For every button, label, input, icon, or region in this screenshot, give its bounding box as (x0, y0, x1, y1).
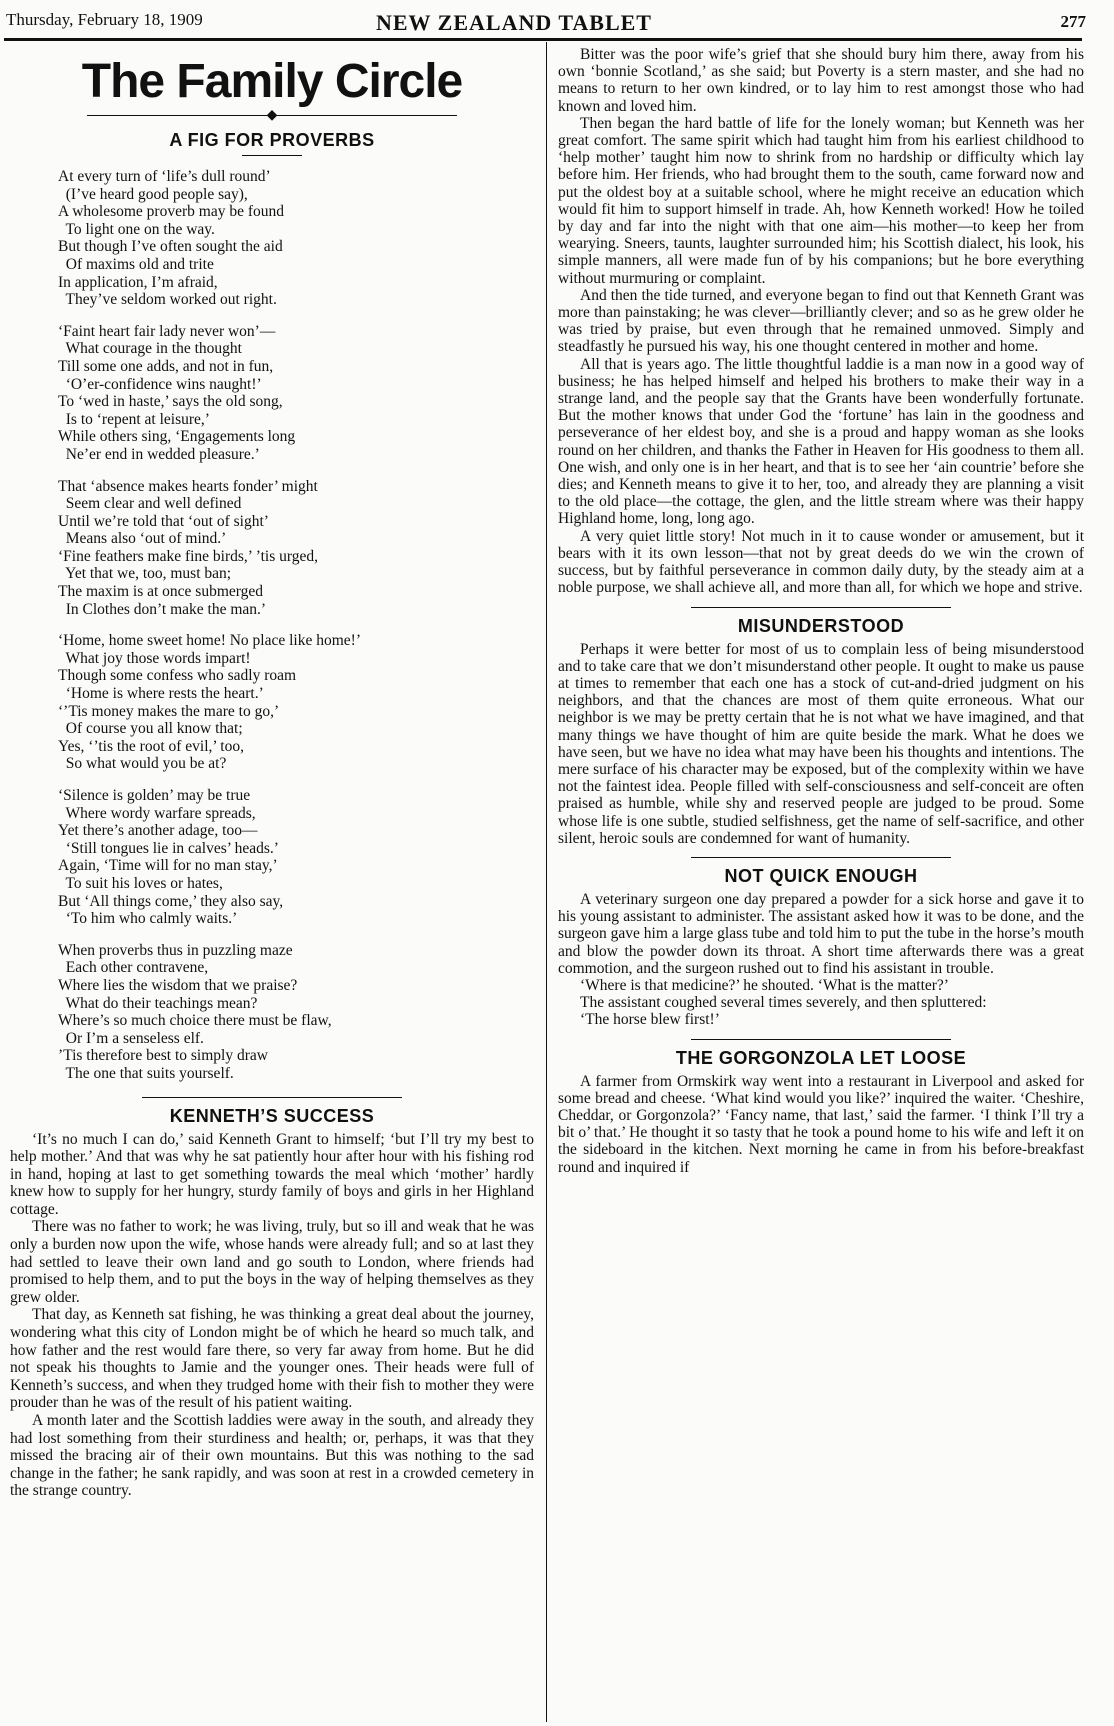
poem-line: The maxim is at once submerged (58, 583, 264, 601)
paragraph: And then the tide turned, and everyone began to find out that Kenneth Grant was more than painstaking; he was clever—brilliantly clever; and so as he grew older he was tried by praise, but even through that he remained unmoved. Simply and steadfastly he pursued his way, his one thought centered in mother and home. (558, 286, 1084, 356)
kenneth-article-part2 (558, 46, 1084, 597)
poem-line: To suit his loves or hates, (58, 874, 223, 892)
poem-line: ’Tis therefore best to simply draw (58, 1047, 268, 1065)
poem-line: Ne’er end in wedded pleasure.’ (58, 445, 260, 463)
poem-stanza (58, 942, 534, 1083)
poem-line: The one that suits yourself. (58, 1064, 234, 1082)
poem-line: A wholesome proverb may be found (58, 203, 284, 221)
paragraph: A farmer from Ormskirk way went into a restaurant in Liverpool and asked for some bread and cheese. ‘What kind would you like?’ inquired the waiter. ‘Cheshire, Cheddar, or Gorgonzola?’ ‘Fancy name, that last,’ said the farmer. ‘I think I’ll try a bit o’ that.’ He thought it so tasty that he took a pound home to his wife and left it on the sideboard in the kitchen. Next morning he came in from his before-breakfast round and inquired if (558, 1072, 1084, 1176)
poem-stanza (58, 787, 534, 928)
poem-line: Of course you all know that; (58, 720, 243, 738)
poem-line: Is to ‘repent at leisure,’ (58, 410, 210, 428)
paragraph: Then began the hard battle of life for the lonely woman; but Kenneth was her great comfort. The same spirit which had taught him from his earliest childhood to ‘help mother’ taught him now to shrink from no hardship or difficulty which lay before him. Her friends, who had brought them to the south, came forward now and put the oldest boy at a suitable school, where he might receive an education which would fit him to support himself in trade. Ah, how Kenneth worked! How he toiled by day and far into the night with that one aim—his mother—to keep her from wearying. Sneers, taunts, laughter surrounded him; his Scottish dialect, his look, his simple manners, all were made fun of by his companions; but he bore everything without murmuring or complaint. (558, 114, 1084, 287)
gorgonzola-title: THE GORGONZOLA LET LOOSE (675, 1047, 967, 1068)
poem-line: That ‘absence makes hearts fonder’ might (58, 477, 318, 495)
paragraph: Perhaps it were better for most of us to complain less of being misunderstood and to take care that we don’t misunderstand other people. It ought to make us pause at times to remember that each one has a stock of cut-and-dried judgment on his neighbors, and that the chances are most of them quite erroneous. What our neighbor is we may be pretty certain that he is not what we have imagined, and that many things we have thought of him are quite beside the mark. What he does we have seen, but we have no idea what may have been his thoughts and intentions. The mere surface of his character may be exposed, but of the complexity within we have not the faintest idea. People filled with self-consciousness and self-conceit are often praised as humble, while shy and reserved people are judged to be proud. Some whose life is one subtle, studied selfishness, get the name of self-sacrifice, and other silent, heroic souls are condemned for want of humanity. (558, 640, 1084, 847)
paragraph: The assistant coughed several times severely, and then spluttered: (580, 994, 987, 1012)
poem-line: So what would you be at? (58, 755, 227, 773)
paragraph: Bitter was the poor wife’s grief that she should bury him there, away from his own ‘bonnie Scotland,’ as she said; but Poverty is a stern master, and she had no means to return to her own kindred, or to lay him to rest amongst those who had known and loved him. (558, 46, 1084, 115)
poem-line: Though some confess who sadly roam (58, 667, 297, 685)
proverbs-rule (242, 155, 302, 156)
poem-line: Where’s so much choice there must be flaw, (58, 1012, 332, 1030)
poem-line: Until we’re told that ‘out of sight’ (58, 512, 269, 530)
paragraph: All that is years ago. The little thoughtful laddie is a man now in a good way of business; he has helped himself and helped his brothers to make their way in a strange land, and the people say that the Grants have been wonderfully fortunate. But the mother knows that under God the ‘fortune’ has lain in the goodness and perseverance of her eldest boy, and she is a proud and happy woman as she looks round on her children, and thanks the Father in Heaven for His goodness to them all. One wish, and only one is in her heart, and that is to see her ‘ain countrie’ before she dies; and Kenneth means to give it to her, too, and already they are planning a visit to the old place—the cottage, the glen, and the little stream where was their happy Highland home, long, long ago. (558, 355, 1084, 528)
header-date: Thursday, February 18, 1909 (6, 10, 203, 29)
poem-line: ‘Silence is golden’ may be true (58, 787, 251, 804)
kenneth-article-part1 (10, 1131, 534, 1500)
proverbs-poem (10, 168, 534, 1083)
poem-line: Yet that we, too, must ban; (58, 565, 232, 583)
misunderstood-rule (691, 607, 951, 608)
paragraph: ‘The horse blew first!’ (580, 1011, 720, 1029)
poem-line: Where wordy warfare spreads, (58, 804, 256, 822)
proverbs-title: A FIG FOR PROVERBS (169, 130, 375, 150)
poem-line: Each other contravene, (58, 959, 209, 977)
poem-line: ‘Faint heart fair lady never won’— (58, 322, 276, 340)
header-rule (4, 38, 1082, 41)
poem-line: Seem clear and well defined (58, 495, 242, 513)
poem-stanza (58, 168, 534, 309)
poem-line: Yet there’s another adage, too— (58, 822, 258, 840)
poem-stanza (58, 323, 534, 464)
gorgonzola-article (558, 1073, 1084, 1176)
poem-line: At every turn of ‘life’s dull round’ (58, 168, 271, 185)
poem-line: In application, I’m afraid, (58, 273, 218, 291)
poem-line: To light one on the way. (58, 220, 215, 238)
poem-line: ‘Still tongues lie in calves’ heads.’ (58, 839, 279, 857)
column-divider (546, 42, 547, 1722)
misunderstood-title: MISUNDERSTOOD (737, 615, 905, 636)
right-column (558, 46, 1084, 1176)
poem-line: What joy those words impart! (58, 649, 251, 667)
section-title: The Family Circle (81, 55, 463, 108)
poem-line: ‘Fine feathers make fine birds,’ ’tis urged, (58, 547, 318, 565)
header-publication: NEW ZEALAND TABLET (376, 10, 652, 35)
page-header (6, 6, 1086, 35)
header-page-number: 277 (1060, 12, 1086, 31)
poem-stanza (58, 632, 534, 773)
poem-line: Or I’m a senseless elf. (58, 1029, 204, 1047)
poem-stanza (58, 478, 534, 619)
gorgonzola-rule (691, 1039, 951, 1040)
title-ornament: ◆ (10, 107, 534, 124)
poem-line: (I’ve heard good people say), (58, 185, 248, 203)
poem-line: What courage in the thought (58, 340, 242, 358)
poem-line: While others sing, ‘Engagements long (58, 428, 296, 446)
poem-line: But though I’ve often sought the aid (58, 238, 283, 256)
poem-line: ‘To him who calmly waits.’ (58, 910, 238, 928)
poem-line: To ‘wed in haste,’ says the old song, (58, 393, 283, 411)
poem-line: ‘Home, home sweet home! No place like home!’ (58, 632, 362, 650)
paragraph: That day, as Kenneth sat fishing, he was thinking a great deal about the journey, wondering what this city of London might be of which he heard so much talk, and how father and the rest would fare there, so very far away from home. But he did not speak his thoughts to Jamie and the younger ones. Their heads were full of Kenneth’s success, and when they trudged home with their fish to mother they were prouder than he was of the result of his patient waiting. (10, 1306, 534, 1412)
poem-line: ‘Home is where rests the heart.’ (58, 685, 264, 703)
left-column (10, 46, 534, 1500)
poem-line: In Clothes don’t make the man.’ (58, 600, 267, 618)
poem-line: They’ve seldom worked out right. (58, 291, 277, 309)
paragraph: A very quiet little story! Not much in it to cause wonder or amusement, but it bears with it its own lesson—that not by great deeds do we win the crown of success, but by faithful perseverance in common daily duty, by the steady aim at a noble purpose, we shall achieve all, and more than all, for which we hope and strive. (558, 527, 1084, 597)
poem-line: Again, ‘Time will for no man stay,’ (58, 857, 278, 875)
paragraph: ‘Where is that medicine?’ he shouted. ‘What is the matter?’ (580, 976, 949, 994)
paragraph: ‘It’s no much I can do,’ said Kenneth Grant to himself; ‘but I’ll try my best to help mother.’ And that was why he sat patiently hour after hour with his fishing rod in hand, hoping at last to get something towards the meal which ‘mother’ hardly knew how to supply for her hungry, sturdy family of boys and girls in her Highland cottage. (10, 1130, 534, 1218)
paragraph: A veterinary surgeon one day prepared a powder for a sick horse and gave it to his young assistant to administer. The assistant asked how it was to be done, and the surgeon gave him a large glass tube and told him to put the tube in the horse’s mouth and blow the powder down its throat. A short time afterwards there was a great commotion, and the surgeon rushed out to find his assistant in trouble. (558, 890, 1084, 977)
not-quick-rule (691, 857, 951, 858)
poem-line: When proverbs thus in puzzling maze (58, 941, 293, 959)
poem-line: Where lies the wisdom that we praise? (58, 976, 298, 994)
paragraph: There was no father to work; he was living, truly, but so ill and weak that he was only a burden now upon the wife, whose hands were already full; and so at last they had settled to leave their own land and go south to London, where friends had promised to help them, and to put the boys in the way of helping themselves as they grew older. (10, 1218, 534, 1306)
not-quick-title: NOT QUICK ENOUGH (724, 865, 918, 886)
poem-line: Yes, ‘’tis the root of evil,’ too, (58, 737, 244, 755)
not-quick-article (558, 891, 1084, 1029)
misunderstood-article (558, 641, 1084, 847)
kenneth-title: KENNETH’S SUCCESS (169, 1105, 375, 1126)
kenneth-rule (142, 1097, 402, 1098)
poem-line: But ‘All things come,’ they also say, (58, 892, 284, 910)
paragraph: A month later and the Scottish laddies were away in the south, and already they had lost something from their sturdiness and health; or, perhaps, it was that they missed the bracing air of their own mountains. But this was nothing to the sad change in the father; he sank rapidly, and was soon at rest in a crowded cemetery in the strange country. (10, 1412, 534, 1500)
poem-line: Till some one adds, and not in fun, (58, 357, 274, 375)
poem-line: What do their teachings mean? (58, 994, 258, 1012)
poem-line: Means also ‘out of mind.’ (58, 530, 227, 548)
poem-line: ‘’Tis money makes the mare to go,’ (58, 702, 280, 720)
poem-line: Of maxims old and trite (58, 255, 214, 273)
poem-line: ‘O’er-confidence wins naught!’ (58, 375, 262, 393)
